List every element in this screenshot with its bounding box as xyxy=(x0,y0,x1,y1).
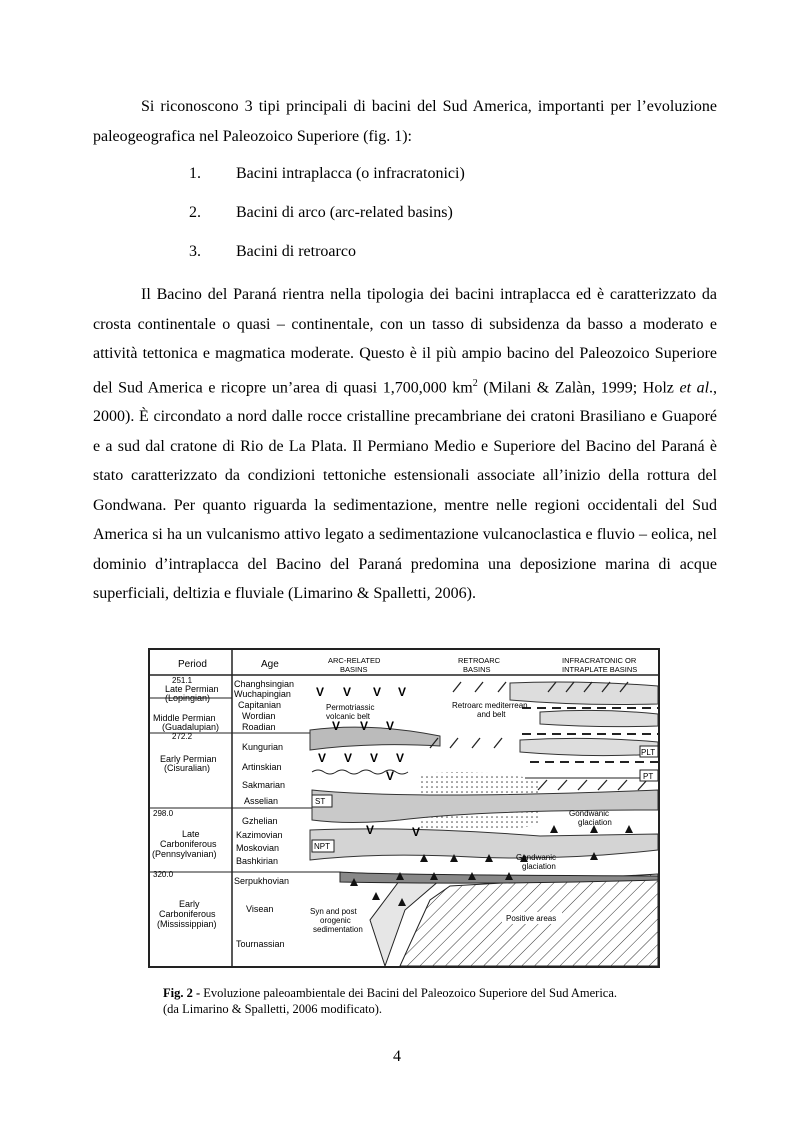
basin-band xyxy=(540,710,658,726)
stage-label: Serpukhovian xyxy=(234,876,290,886)
label-pt: PT xyxy=(643,772,654,781)
basin-band xyxy=(340,872,658,883)
period-label: Early Permian xyxy=(160,754,217,764)
header-arc: ARC-RELATED xyxy=(328,656,381,665)
period-label: Late Permian xyxy=(165,684,219,694)
stage-label: Tournassian xyxy=(236,939,285,949)
list-number: 1. xyxy=(189,165,201,182)
basin-band xyxy=(510,682,658,705)
label-plt: PLT xyxy=(641,748,656,757)
label-gondwanic: glaciation xyxy=(522,862,556,871)
period-label: (Guadalupian) xyxy=(162,722,220,732)
header-arc: BASINS xyxy=(340,665,368,674)
volcanic-v: V xyxy=(343,685,352,699)
label-retroarc-belt: and belt xyxy=(477,710,506,719)
paragraph-intro-text: Si riconoscono 3 tipi principali di bacini del Sud America, importanti per l’evoluzione paleogeografica nel Paleozoico Superiore (fig. 1): xyxy=(93,98,717,145)
period-label: (Cisuralian) xyxy=(164,763,211,773)
caption-label: Fig. 2 - xyxy=(163,986,201,1000)
label-gondwanic: Gondwanic xyxy=(516,853,557,862)
period-label: Early xyxy=(179,899,200,909)
stage-label: Visean xyxy=(246,904,274,914)
caption-line: (da Limarino & Spalletti, 2006 modificato). xyxy=(163,1002,383,1016)
header-period: Period xyxy=(178,659,207,670)
label-npt: NPT xyxy=(314,842,330,851)
stage-label: Roadian xyxy=(242,722,276,732)
volcanic-v: V xyxy=(398,685,407,699)
volcanic-v: V xyxy=(412,825,421,839)
stage-label: Moskovian xyxy=(236,843,280,853)
list-text: Bacini di retroarco xyxy=(236,243,356,260)
basin-band xyxy=(520,738,658,755)
stage-label: Kazimovian xyxy=(236,830,283,840)
period-label: (Lopingian) xyxy=(165,693,211,703)
label-retroarc-belt: Retroarc mediterrean xyxy=(452,701,528,710)
header-retro: RETROARC xyxy=(458,656,501,665)
list-text: Bacini di arco (arc-related basins) xyxy=(236,204,453,221)
header-intra: INFRACRATONIC OR xyxy=(562,656,637,665)
figure-paleoenvironment xyxy=(148,648,660,968)
basin-band xyxy=(310,829,658,860)
age-label: 251.1 xyxy=(172,676,193,685)
caption-text: Evoluzione paleoambientale dei Bacini del Paleozoico Superiore del Sud America. xyxy=(200,986,618,1000)
stage-label: Sakmarian xyxy=(242,780,286,790)
volcanic-v: V xyxy=(386,769,395,783)
label-gondwanic: Gondwanic xyxy=(569,809,610,818)
label-permotriassic: Permotriassic xyxy=(326,703,375,712)
volcanic-v: V xyxy=(366,823,375,837)
volcanic-v: V xyxy=(396,751,405,765)
figure-caption xyxy=(163,985,683,1017)
volcanic-v: V xyxy=(318,751,327,765)
period-label: Middle Permian xyxy=(153,713,216,723)
stage-label: Wuchapingian xyxy=(234,689,291,699)
figure-diagram xyxy=(150,650,658,966)
period-label: (Pennsylvanian) xyxy=(152,849,217,859)
basin-band xyxy=(310,727,440,750)
paragraph-text: ., 2000). È circondato a nord dalle rocce cristalline precambriane dei cratoni Brasiliano e Guaporé e a sud dal cratone di Rio de La Plata. Il Permiano Medio e Superiore del Bacino del Paraná è stato caratterizzato da condizioni tettoniche estensionali associate all’inizio della rottura del Gondwana. Per quanto riguarda la sedimentazione, mentre nelle regioni occidentali del Sud America si ha un vulcanismo attivo legato a sedimentazione vulcanoclastica e fluvio – eolica, nel dominio d’intraplacca del Bacino del Paraná predomina una deposizione marina di acque superficiali, deltizia e fluviale (Limarino & Spalletti, 2006). xyxy=(93,378,718,603)
caption-line xyxy=(163,985,683,1001)
volcanic-v: V xyxy=(344,751,353,765)
stage-label: Asselian xyxy=(244,796,279,806)
volcanic-v: V xyxy=(370,751,379,765)
volcanic-v: V xyxy=(332,719,341,733)
period-label: Late xyxy=(182,829,200,839)
list-text: Bacini intraplacca (o infracratonici) xyxy=(236,165,465,182)
volcanic-v: V xyxy=(373,685,382,699)
paragraph-text: Il Bacino del Paraná rientra nella tipologia dei bacini intraplacca ed è caratterizzato da crosta continentale o quasi – continentale, con un tasso di subsidenza da basso a moderato e attività tettonica e magmatica moderate. Questo è il più ampio bacino del Paleozoico Superiore del Sud America e ricopre un’area di quasi 1,700,000 km xyxy=(93,286,717,396)
superscript: 2 xyxy=(472,377,478,389)
stage-label: Bashkirian xyxy=(236,856,279,866)
list-number: 2. xyxy=(189,204,201,221)
header-retro: BASINS xyxy=(463,665,491,674)
age-label: 320.0 xyxy=(153,870,174,879)
label-synpost: sedimentation xyxy=(313,925,363,934)
page-number: 4 xyxy=(393,1048,401,1065)
stage-label: Capitanian xyxy=(238,700,282,710)
period-label: (Mississippian) xyxy=(157,919,217,929)
stage-label: Gzhelian xyxy=(242,816,278,826)
paragraph-parana xyxy=(93,280,717,609)
header-intra: INTRAPLATE BASINS xyxy=(562,665,638,674)
paragraph-text: (Milani & Zalàn, 1999; Holz xyxy=(477,378,680,396)
label-synpost: Syn and post xyxy=(310,907,357,916)
label-permotriassic: volcanic belt xyxy=(326,712,371,721)
period-label: Carboniferous xyxy=(160,839,217,849)
label-synpost: orogenic xyxy=(320,916,351,925)
label-positive-areas: Positive areas xyxy=(506,914,557,923)
stage-label: Changhsingian xyxy=(234,679,295,689)
volcanic-v: V xyxy=(316,685,325,699)
header-age: Age xyxy=(261,659,279,670)
label-st: ST xyxy=(315,797,326,806)
volcanic-v: V xyxy=(360,719,369,733)
label-gondwanic: glaciation xyxy=(578,818,612,827)
stage-label: Artinskian xyxy=(242,762,282,772)
list-number: 3. xyxy=(189,243,201,260)
paragraph-intro xyxy=(93,92,717,151)
stage-label: Wordian xyxy=(242,711,276,721)
italic-text: et al xyxy=(679,378,710,396)
period-label: Carboniferous xyxy=(159,909,216,919)
volcanic-v: V xyxy=(386,719,395,733)
age-label: 298.0 xyxy=(153,809,174,818)
stage-label: Kungurian xyxy=(242,742,284,752)
age-label: 272.2 xyxy=(172,732,193,741)
